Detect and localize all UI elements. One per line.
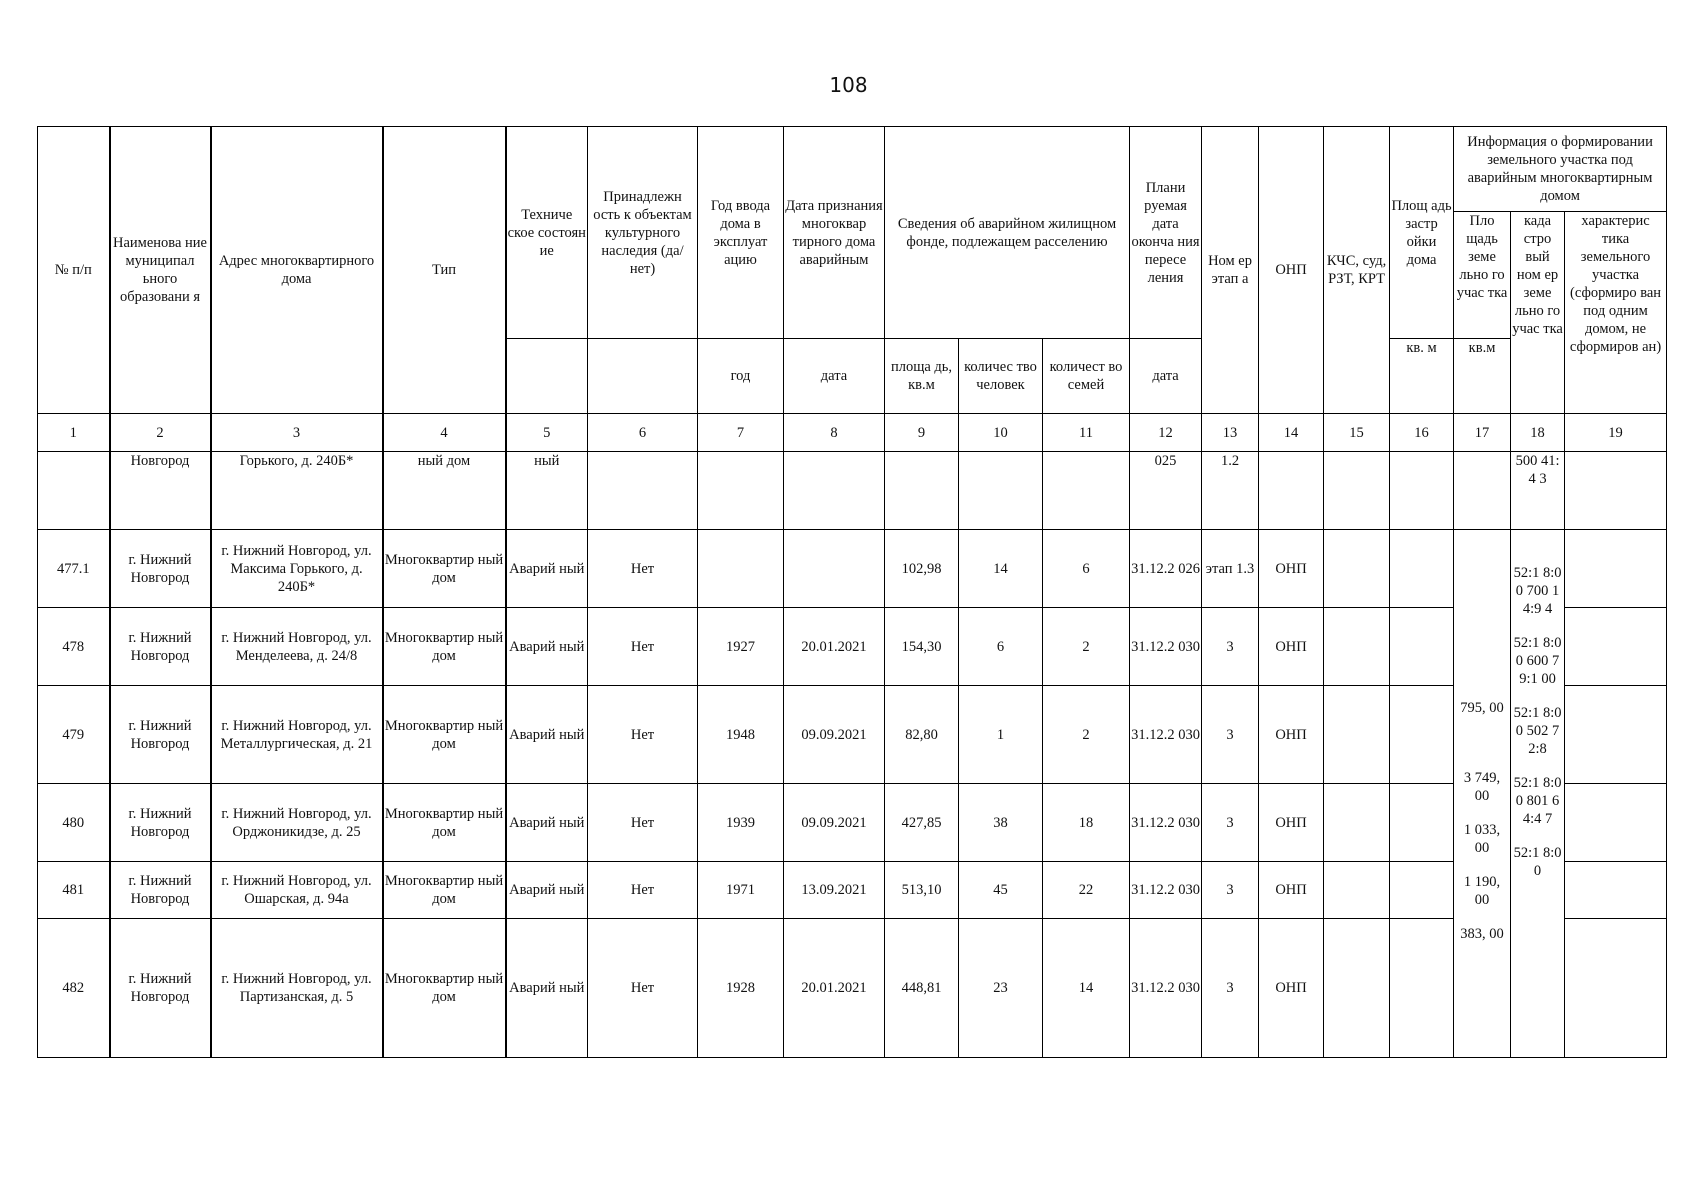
header-col-16: Площ адь застр ойки дома bbox=[1390, 127, 1454, 339]
table-row bbox=[38, 530, 1667, 608]
cell-people: 14 bbox=[959, 530, 1043, 608]
header-sub-6 bbox=[588, 339, 698, 414]
column-number: 9 bbox=[885, 414, 959, 452]
header-sub-12: дата bbox=[1130, 339, 1202, 414]
header-col-2: Наименова ние муниципал ьного образовани я bbox=[110, 127, 211, 414]
header-sub-10: количес тво человек bbox=[959, 339, 1043, 414]
table-row bbox=[38, 452, 1667, 530]
page-number: 108 bbox=[829, 73, 868, 97]
cell-condition: Аварий ный bbox=[506, 608, 588, 686]
cell-plan-date: 31.12.2 030 bbox=[1130, 686, 1202, 784]
header-col-18: када стро вый ном ер земе льно го учас тка bbox=[1511, 212, 1565, 414]
cell-year bbox=[698, 530, 784, 608]
cell-stage: 1.2 bbox=[1202, 452, 1259, 530]
emergency-housing-table bbox=[37, 126, 1667, 1058]
cell-plan-date: 31.12.2 030 bbox=[1130, 784, 1202, 862]
cell-plot-area-merged bbox=[1454, 530, 1511, 1058]
header-sub-17: кв.м bbox=[1454, 339, 1511, 414]
cell-people bbox=[959, 452, 1043, 530]
column-number: 8 bbox=[784, 414, 885, 452]
cell-stage: 3 bbox=[1202, 862, 1259, 919]
cell-address: г. Нижний Новгород, ул. Менделеева, д. 24/8 bbox=[211, 608, 383, 686]
column-number: 4 bbox=[383, 414, 506, 452]
cell-municipality: г. Нижний Новгород bbox=[110, 784, 211, 862]
column-number: 19 bbox=[1565, 414, 1667, 452]
header-group-17-19: Информация о формировании земельного участка под аварийным многоквартирным домом bbox=[1454, 127, 1667, 212]
header-col-7: Год ввода дома в эксплуат ацию bbox=[698, 127, 784, 339]
cell-number: 482 bbox=[38, 919, 110, 1058]
cell-municipality: г. Нижний Новгород bbox=[110, 530, 211, 608]
header-col-19: характерис тика земельного участка (сформиро ван под одним домом, не сформиров ан) bbox=[1565, 212, 1667, 414]
cell-year: 1928 bbox=[698, 919, 784, 1058]
cell-plot-char bbox=[1565, 784, 1667, 862]
cell-plot-char bbox=[1565, 862, 1667, 919]
cell-area: 82,80 bbox=[885, 686, 959, 784]
cell-heritage: Нет bbox=[588, 862, 698, 919]
column-number: 5 bbox=[506, 414, 588, 452]
cell-area: 102,98 bbox=[885, 530, 959, 608]
table-row bbox=[38, 862, 1667, 919]
cell-municipality: г. Нижний Новгород bbox=[110, 919, 211, 1058]
cell-municipality: г. Нижний Новгород bbox=[110, 686, 211, 784]
column-number: 12 bbox=[1130, 414, 1202, 452]
cell-date: 13.09.2021 bbox=[784, 862, 885, 919]
cell-date bbox=[784, 530, 885, 608]
column-number: 3 bbox=[211, 414, 383, 452]
cell-number: 477.1 bbox=[38, 530, 110, 608]
cell-families bbox=[1043, 452, 1130, 530]
cell-number: 481 bbox=[38, 862, 110, 919]
cell-stage: 3 bbox=[1202, 919, 1259, 1058]
cell-type: Многоквартир ный дом bbox=[383, 608, 506, 686]
cell-kchs bbox=[1324, 862, 1390, 919]
column-number: 6 bbox=[588, 414, 698, 452]
header-sub-9: площа дь, кв.м bbox=[885, 339, 959, 414]
column-number: 16 bbox=[1390, 414, 1454, 452]
cell-number bbox=[38, 452, 110, 530]
plot-area-value: 383, 00 bbox=[1460, 925, 1504, 942]
cell-area: 448,81 bbox=[885, 919, 959, 1058]
cell-condition: Аварий ный bbox=[506, 862, 588, 919]
column-number-row bbox=[38, 414, 1667, 452]
cell-type: Многоквартир ный дом bbox=[383, 530, 506, 608]
cell-cadastral: 500 41:4 3 bbox=[1511, 452, 1565, 530]
header-col-14: ОНП bbox=[1259, 127, 1324, 414]
cell-condition: Аварий ный bbox=[506, 686, 588, 784]
cell-heritage: Нет bbox=[588, 530, 698, 608]
column-number: 14 bbox=[1259, 414, 1324, 452]
cell-date: 09.09.2021 bbox=[784, 686, 885, 784]
plot-area-value: 3 749, 00 bbox=[1463, 769, 1501, 804]
cell-kchs bbox=[1324, 919, 1390, 1058]
cell-onp: ОНП bbox=[1259, 686, 1324, 784]
cell-onp: ОНП bbox=[1259, 530, 1324, 608]
cell-built-area bbox=[1390, 919, 1454, 1058]
header-sub-8: дата bbox=[784, 339, 885, 414]
header-col-3: Адрес многоквартирного дома bbox=[211, 127, 383, 414]
cell-families: 2 bbox=[1043, 608, 1130, 686]
header-col-6: Принадлежн ость к объектам культурного наследия (да/нет) bbox=[588, 127, 698, 339]
cell-families: 14 bbox=[1043, 919, 1130, 1058]
cell-kchs bbox=[1324, 686, 1390, 784]
cell-plot-char bbox=[1565, 452, 1667, 530]
cell-condition: Аварий ный bbox=[506, 784, 588, 862]
table-row bbox=[38, 784, 1667, 862]
cell-families: 22 bbox=[1043, 862, 1130, 919]
cell-plot-char bbox=[1565, 530, 1667, 608]
header-col-4: Тип bbox=[383, 127, 506, 414]
cell-condition: ный bbox=[506, 452, 588, 530]
column-number: 11 bbox=[1043, 414, 1130, 452]
cell-onp: ОНП bbox=[1259, 784, 1324, 862]
cell-heritage: Нет bbox=[588, 686, 698, 784]
cell-type: Многоквартир ный дом bbox=[383, 686, 506, 784]
cell-date: 20.01.2021 bbox=[784, 608, 885, 686]
cell-plan-date: 31.12.2 030 bbox=[1130, 862, 1202, 919]
cell-year: 1927 bbox=[698, 608, 784, 686]
cell-type: ный дом bbox=[383, 452, 506, 530]
cell-stage: 3 bbox=[1202, 686, 1259, 784]
cell-heritage bbox=[588, 452, 698, 530]
cell-people: 23 bbox=[959, 919, 1043, 1058]
cell-type: Многоквартир ный дом bbox=[383, 919, 506, 1058]
cell-families: 6 bbox=[1043, 530, 1130, 608]
cell-people: 38 bbox=[959, 784, 1043, 862]
cell-address: г. Нижний Новгород, ул. Максима Горького, д. 240Б* bbox=[211, 530, 383, 608]
cell-built-area bbox=[1390, 452, 1454, 530]
cadastral-value: 52:1 8:00 600 79:1 00 bbox=[1513, 635, 1562, 687]
cell-built-area bbox=[1390, 608, 1454, 686]
cell-plot-area bbox=[1454, 452, 1511, 530]
header-col-8: Дата признания многоквар тирного дома аварийным bbox=[784, 127, 885, 339]
header-col-17: Пло щадь земе льно го учас тка bbox=[1454, 212, 1511, 339]
cadastral-value: 52:1 8:00 bbox=[1513, 845, 1562, 879]
column-number: 17 bbox=[1454, 414, 1511, 452]
cell-people: 1 bbox=[959, 686, 1043, 784]
header-sub-5 bbox=[506, 339, 588, 414]
cell-date: 09.09.2021 bbox=[784, 784, 885, 862]
plot-area-value: 1 033, 00 bbox=[1463, 821, 1501, 856]
cell-built-area bbox=[1390, 784, 1454, 862]
cell-address: Горького, д. 240Б* bbox=[211, 452, 383, 530]
header-row-1 bbox=[38, 127, 1667, 212]
cell-municipality: г. Нижний Новгород bbox=[110, 862, 211, 919]
cadastral-value: 52:1 8:00 801 64:4 7 bbox=[1513, 775, 1562, 827]
cell-municipality: г. Нижний Новгород bbox=[110, 608, 211, 686]
cell-families: 18 bbox=[1043, 784, 1130, 862]
cell-people: 45 bbox=[959, 862, 1043, 919]
cell-kchs bbox=[1324, 530, 1390, 608]
cell-address: г. Нижний Новгород, ул. Партизанская, д. 5 bbox=[211, 919, 383, 1058]
cadastral-value: 52:1 8:00 502 72:8 bbox=[1513, 705, 1562, 757]
cell-built-area bbox=[1390, 686, 1454, 784]
table-row bbox=[38, 686, 1667, 784]
table-row bbox=[38, 608, 1667, 686]
column-number: 18 bbox=[1511, 414, 1565, 452]
cell-area: 427,85 bbox=[885, 784, 959, 862]
cell-year: 1939 bbox=[698, 784, 784, 862]
column-number: 7 bbox=[698, 414, 784, 452]
cell-onp: ОНП bbox=[1259, 608, 1324, 686]
cell-municipality: Новгород bbox=[110, 452, 211, 530]
column-number: 1 bbox=[38, 414, 110, 452]
cell-year: 1948 bbox=[698, 686, 784, 784]
cell-date bbox=[784, 452, 885, 530]
cell-type: Многоквартир ный дом bbox=[383, 862, 506, 919]
header-col-1: № п/п bbox=[38, 127, 110, 414]
header-col-15: КЧС, суд, РЗТ, КРТ bbox=[1324, 127, 1390, 414]
cell-address: г. Нижний Новгород, ул. Ошарская, д. 94а bbox=[211, 862, 383, 919]
cell-kchs bbox=[1324, 784, 1390, 862]
cell-year: 1971 bbox=[698, 862, 784, 919]
cell-year bbox=[698, 452, 784, 530]
cell-address: г. Нижний Новгород, ул. Металлургическая, д. 21 bbox=[211, 686, 383, 784]
plot-area-value: 1 190, 00 bbox=[1463, 873, 1501, 908]
column-number: 2 bbox=[110, 414, 211, 452]
cell-condition: Аварий ный bbox=[506, 530, 588, 608]
cell-area: 154,30 bbox=[885, 608, 959, 686]
cell-families: 2 bbox=[1043, 686, 1130, 784]
cell-plot-char bbox=[1565, 686, 1667, 784]
cell-number: 479 bbox=[38, 686, 110, 784]
cell-plan-date: 31.12.2 030 bbox=[1130, 919, 1202, 1058]
cell-area: 513,10 bbox=[885, 862, 959, 919]
cell-number: 480 bbox=[38, 784, 110, 862]
cell-stage: этап 1.3 bbox=[1202, 530, 1259, 608]
cell-plot-char bbox=[1565, 608, 1667, 686]
cell-plan-date: 025 bbox=[1130, 452, 1202, 530]
cell-number: 478 bbox=[38, 608, 110, 686]
cell-plot-char bbox=[1565, 919, 1667, 1058]
cell-cadastral-merged bbox=[1511, 530, 1565, 1058]
cell-onp: ОНП bbox=[1259, 919, 1324, 1058]
cell-condition: Аварий ный bbox=[506, 919, 588, 1058]
cell-heritage: Нет bbox=[588, 608, 698, 686]
cell-type: Многоквартир ный дом bbox=[383, 784, 506, 862]
cadastral-value: 52:1 8:00 700 14:9 4 bbox=[1513, 565, 1562, 617]
cell-heritage: Нет bbox=[588, 784, 698, 862]
plot-area-value: 795, 00 bbox=[1460, 699, 1504, 716]
cell-date: 20.01.2021 bbox=[784, 919, 885, 1058]
cell-plan-date: 31.12.2 026 bbox=[1130, 530, 1202, 608]
column-number: 15 bbox=[1324, 414, 1390, 452]
cell-address: г. Нижний Новгород, ул. Орджоникидзе, д. 25 bbox=[211, 784, 383, 862]
header-sub-7: год bbox=[698, 339, 784, 414]
header-col-5: Техниче ское состоян ие bbox=[506, 127, 588, 339]
column-number: 13 bbox=[1202, 414, 1259, 452]
cell-onp bbox=[1259, 452, 1324, 530]
column-number: 10 bbox=[959, 414, 1043, 452]
cell-plan-date: 31.12.2 030 bbox=[1130, 608, 1202, 686]
header-col-13: Ном ер этап а bbox=[1202, 127, 1259, 414]
cell-built-area bbox=[1390, 862, 1454, 919]
cell-people: 6 bbox=[959, 608, 1043, 686]
header-sub-16: кв. м bbox=[1390, 339, 1454, 414]
table-row bbox=[38, 919, 1667, 1058]
cell-kchs bbox=[1324, 452, 1390, 530]
header-sub-11: количест во семей bbox=[1043, 339, 1130, 414]
cell-kchs bbox=[1324, 608, 1390, 686]
cell-area bbox=[885, 452, 959, 530]
header-group-9-11: Сведения об аварийном жилищном фонде, подлежащем расселению bbox=[885, 127, 1130, 339]
cell-built-area bbox=[1390, 530, 1454, 608]
cell-stage: 3 bbox=[1202, 608, 1259, 686]
cell-heritage: Нет bbox=[588, 919, 698, 1058]
cell-onp: ОНП bbox=[1259, 862, 1324, 919]
cell-stage: 3 bbox=[1202, 784, 1259, 862]
header-col-12: Плани руемая дата оконча ния пересе ления bbox=[1130, 127, 1202, 339]
